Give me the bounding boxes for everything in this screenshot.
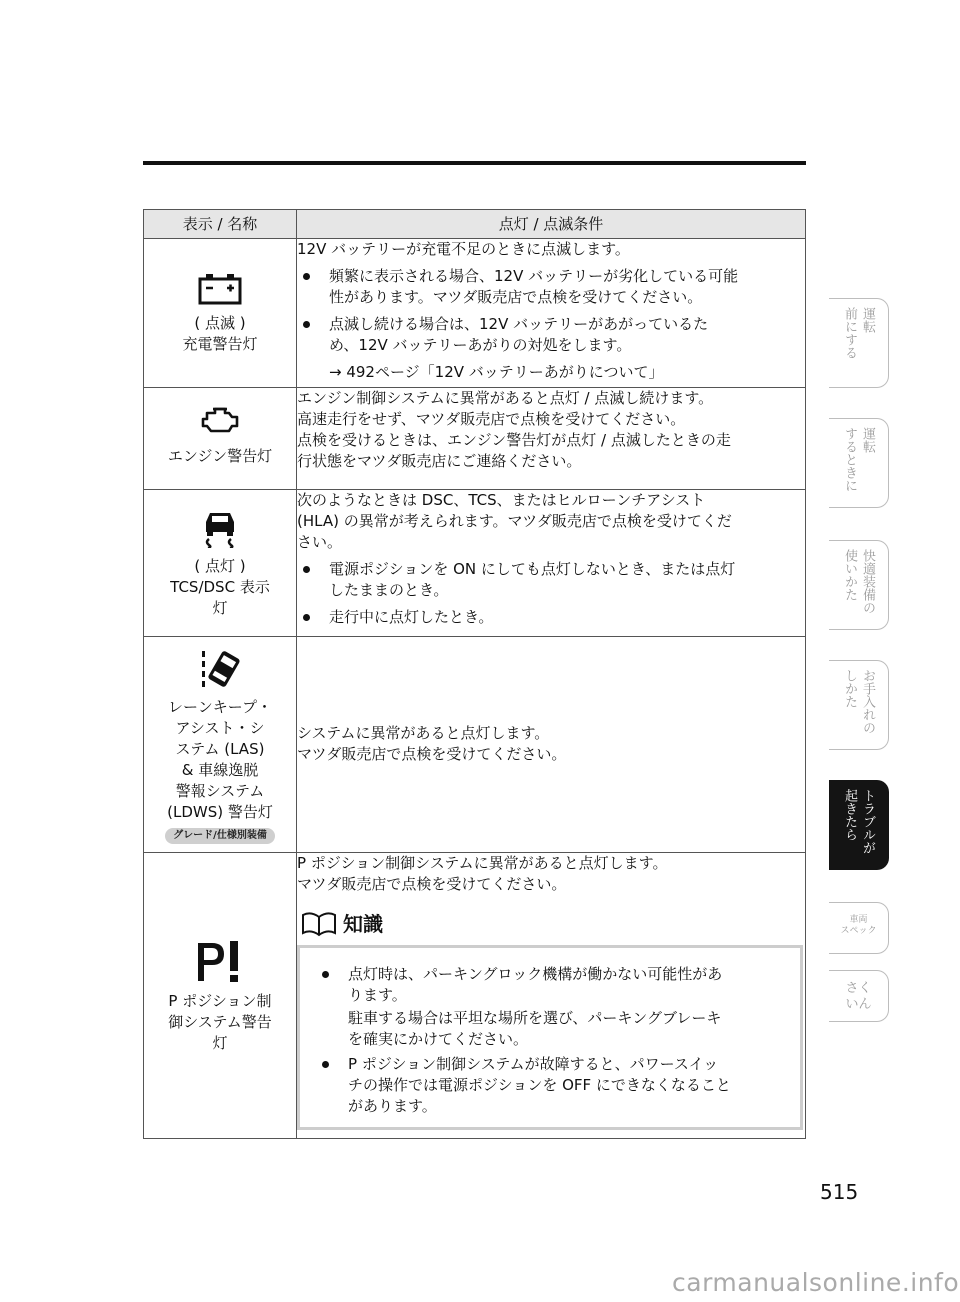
bullet-list bbox=[316, 964, 790, 1006]
header-condition: 点灯 / 点滅条件 bbox=[297, 210, 806, 239]
condition-text: エンジン制御システムに異常があると点灯 / 点滅し続けます。 高速走行をせず、マツダ販売店で点検を受けてください。 点検を受けるときは、エンジン警告灯が点灯 / 点滅したときの走 行状態をマツダ販売店にご連絡ください。 bbox=[297, 389, 731, 470]
name-cell bbox=[144, 239, 297, 388]
note-text: 駐車する場合は平坦な場所を選び、パーキングブレーキ を確実にかけてください。 bbox=[348, 1009, 722, 1048]
bullet-item: 頻繁に表示される場合、12V バッテリーが劣化している可能 性があります。マツダ販売店で点検を受けてください。 bbox=[297, 266, 805, 308]
bullet-item: 点滅し続ける場合は、12V バッテリーがあがっているた め、12V バッテリーあがりの対処をします。 bbox=[297, 314, 805, 356]
condition-text: システムに異常があると点灯します。 マツダ販売店で点検を受けてください。 bbox=[297, 723, 567, 763]
page-reference-link[interactable]: → 492ページ「12V バッテリーあがりについて」 bbox=[329, 363, 664, 381]
tab-driving-preparation[interactable]: 運転 前にする bbox=[829, 298, 889, 388]
knowledge-title: 知識 bbox=[343, 911, 383, 936]
condition-cell bbox=[297, 239, 806, 388]
tab-while-driving[interactable]: 運転 するときに bbox=[829, 418, 889, 508]
tab-troubleshooting[interactable]: トラブルが 起きたら bbox=[829, 780, 889, 870]
table-row bbox=[144, 239, 806, 388]
bullet-list bbox=[316, 1054, 790, 1117]
tab-specifications[interactable]: 車両 スペック bbox=[829, 902, 889, 954]
tab-comfort-features[interactable]: 快適装備の 使いかた bbox=[829, 540, 889, 630]
light-name: エンジン警告灯 bbox=[167, 447, 273, 465]
skid-car-icon bbox=[201, 508, 239, 548]
condition-cell bbox=[297, 637, 806, 853]
name-cell bbox=[144, 853, 297, 1139]
p-position-icon bbox=[194, 939, 246, 983]
header-name: 表示 / 名称 bbox=[144, 210, 297, 239]
light-name: ( 点滅 ) 充電警告灯 bbox=[182, 314, 258, 353]
light-name: P ポジション制 御システム警告 灯 bbox=[168, 992, 272, 1052]
bullet-item: 走行中に点灯したとき。 bbox=[297, 607, 805, 628]
engine-icon bbox=[199, 406, 241, 434]
top-rule bbox=[143, 161, 806, 165]
battery-icon bbox=[198, 273, 242, 305]
light-name: ( 点灯 ) TCS/DSC 表示 灯 bbox=[170, 557, 270, 617]
name-cell bbox=[144, 490, 297, 637]
tab-maintenance[interactable]: お手入れの しかた bbox=[829, 660, 889, 750]
bullet-list bbox=[297, 559, 805, 628]
watermark: carmanualsonline.info bbox=[672, 1268, 960, 1297]
table-row bbox=[144, 490, 806, 637]
knowledge-box bbox=[297, 945, 803, 1130]
condition-cell bbox=[297, 490, 806, 637]
knowledge-heading bbox=[301, 911, 805, 937]
condition-text: 次のようなときは DSC、TCS、またはヒルローンチアシスト (HLA) の異常が考えられます。マツダ販売店で点検を受けてくだ さい。 bbox=[297, 491, 732, 551]
table-row bbox=[144, 637, 806, 853]
bullet-item: 電源ポジションを ON にしても点灯しないとき、または点灯 したままのとき。 bbox=[297, 559, 805, 601]
bullet-list bbox=[297, 266, 805, 356]
page-number: 515 bbox=[820, 1180, 859, 1204]
grade-badge: グレード/仕様別装備 bbox=[165, 828, 275, 844]
light-name: レーンキープ・ アシスト・シ ステム (LAS) & 車線逸脱 警報システム (LDWS) 警告灯 bbox=[167, 698, 273, 821]
condition-text: P ポジション制御システムに異常があると点灯します。 マツダ販売店で点検を受けてください。 bbox=[297, 854, 668, 893]
condition-text: 12V バッテリーが充電不足のときに点滅します。 bbox=[297, 240, 630, 258]
table-row bbox=[144, 853, 806, 1139]
name-cell bbox=[144, 637, 297, 853]
name-cell bbox=[144, 388, 297, 490]
condition-cell bbox=[297, 853, 806, 1139]
table-row bbox=[144, 388, 806, 490]
tab-index[interactable]: さく いん bbox=[829, 970, 889, 1022]
lane-keep-icon bbox=[198, 647, 242, 691]
condition-cell bbox=[297, 388, 806, 490]
bullet-item: 点灯時は、パーキングロック機構が働かない可能性があ ります。 bbox=[316, 964, 790, 1006]
book-icon bbox=[301, 911, 337, 937]
warning-light-table bbox=[143, 209, 806, 1139]
bullet-item: P ポジション制御システムが故障すると、パワースイッ チの操作では電源ポジションを OFF にできなくなること があります。 bbox=[316, 1054, 790, 1117]
